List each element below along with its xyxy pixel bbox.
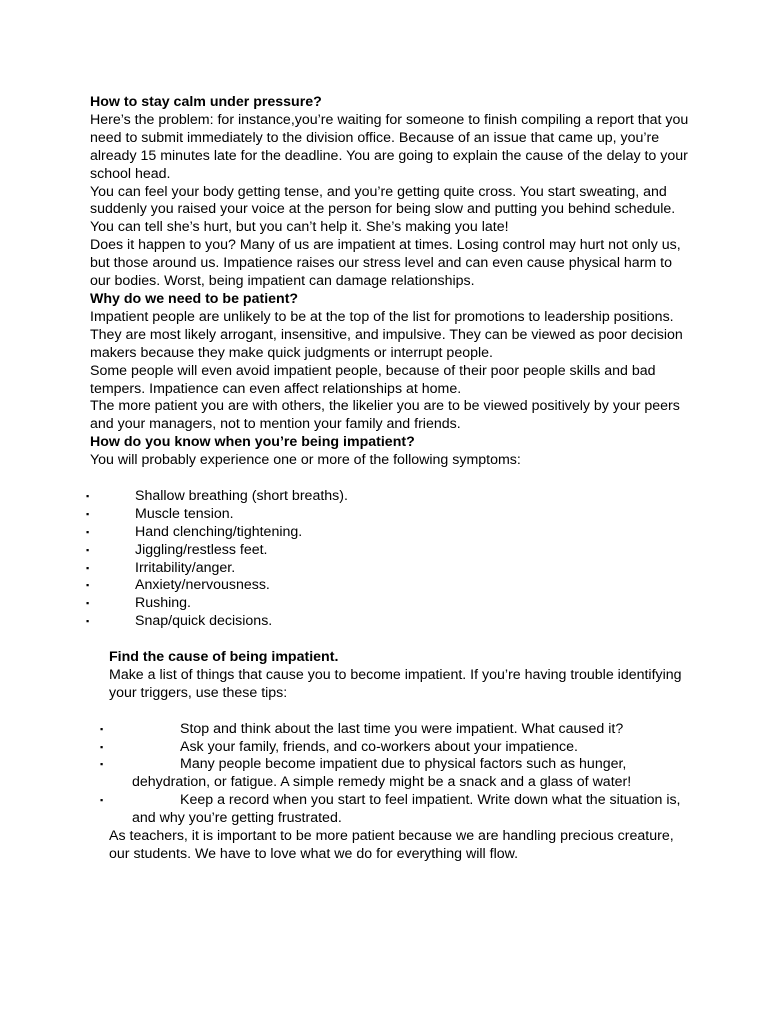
list-item — [100, 720, 690, 739]
list-item — [86, 613, 690, 631]
bullet-icon: ▪ — [100, 795, 104, 806]
bullet-icon: ▪ — [86, 580, 90, 591]
paragraph-symptoms-intro: You will probably experience one or more of the following symptoms: — [90, 452, 521, 469]
paragraph-closing: As teachers, it is important to be more patient because we are handling precious creature, our students. We have to love what we do for everything will flow. — [109, 828, 674, 863]
tip-text: Many people become impatient due to physical factors such as hunger, dehydration, or fatigue. A simple remedy might be a snack and a glass of water! — [132, 756, 632, 791]
tip-text: Stop and think about the last time you were impatient. What caused it? — [180, 720, 624, 737]
list-item — [86, 505, 690, 524]
list-item — [100, 756, 690, 792]
symptoms-list — [86, 487, 690, 631]
list-item — [86, 487, 690, 506]
list-item — [86, 541, 690, 560]
list-item — [86, 595, 690, 613]
bullet-icon: ▪ — [100, 741, 104, 752]
symptom-text: Anxiety/nervousness. — [135, 577, 270, 594]
bullet-icon: ▪ — [86, 544, 90, 555]
paragraph-more-patient: The more patient you are with others, the likelier you are to be viewed positively by your peers and your managers, not to mention your family and friends. — [90, 398, 680, 433]
paragraph-avoid-impatient: Some people will even avoid impatient people, because of their poor people skills and bad tempers. Impatience can even affect relationships at home. — [90, 362, 656, 397]
symptom-text: Shallow breathing (short breaths). — [135, 487, 348, 504]
bullet-icon: ▪ — [100, 723, 104, 734]
symptom-text: Irritability/anger. — [135, 559, 236, 576]
paragraph-impatient-people: Impatient people are unlikely to be at the top of the list for promotions to leadership positions. They are most likely arrogant, insensitive, and impulsive. They can be viewed as poor decision makers because they make quick judgments or interrupt people. — [90, 308, 683, 361]
tips-list — [100, 720, 690, 828]
symptom-text: Snap/quick decisions. — [135, 613, 273, 630]
heading-how-know: How do you know when you’re being impatient? — [90, 434, 415, 451]
list-item — [100, 792, 690, 828]
bullet-icon: ▪ — [86, 598, 90, 609]
symptom-text: Hand clenching/tightening. — [135, 523, 303, 540]
heading-why-patient: Why do we need to be patient? — [90, 290, 299, 307]
symptom-text: Muscle tension. — [135, 505, 234, 522]
tip-text: Keep a record when you start to feel impatient. Write down what the situation is, and why you’re getting frustrated. — [132, 792, 681, 827]
document-body — [86, 94, 690, 864]
bullet-icon: ▪ — [86, 526, 90, 537]
paragraph-problem: Here’s the problem: for instance,you’re waiting for someone to finish compiling a report that you need to submit immediately to the division office. Because of an issue that came up, you’re already 15 minutes late for the deadline. You are going to explain the cause of the delay to your school head. — [90, 111, 689, 182]
bullet-icon: ▪ — [86, 508, 90, 519]
bullet-icon: ▪ — [86, 490, 90, 501]
paragraph-body-tense: You can feel your body getting tense, and you’re getting quite cross. You start sweating, and suddenly you raised your voice at the person for being slow and putting you behind schedule. You can tell she’s hurt, but you can’t help it. She’s making you late! — [90, 183, 676, 236]
list-item — [100, 738, 690, 757]
symptom-text: Jiggling/restless feet. — [135, 541, 268, 558]
bullet-icon: ▪ — [100, 759, 104, 770]
heading-find-cause: Find the cause of being impatient. — [109, 649, 339, 666]
paragraph-cause-intro: Make a list of things that cause you to become impatient. If you’re having trouble identifying your triggers, use these tips: — [109, 666, 682, 701]
cause-section — [100, 649, 690, 864]
bullet-icon: ▪ — [86, 562, 90, 573]
list-item — [86, 577, 690, 595]
symptom-text: Rushing. — [135, 595, 191, 612]
paragraph-does-it-happen: Does it happen to you? Many of us are impatient at times. Losing control may hurt not only us, but those around us. Impatience raises our stress level and can even cause physical harm to our bodies. Worst, being impatient can damage relationships. — [90, 237, 681, 290]
heading-stay-calm: How to stay calm under pressure? — [90, 94, 322, 110]
list-item — [86, 523, 690, 542]
tip-text: Ask your family, friends, and co-workers about your impatience. — [180, 738, 578, 755]
bullet-icon: ▪ — [86, 616, 90, 627]
list-item — [86, 559, 690, 578]
